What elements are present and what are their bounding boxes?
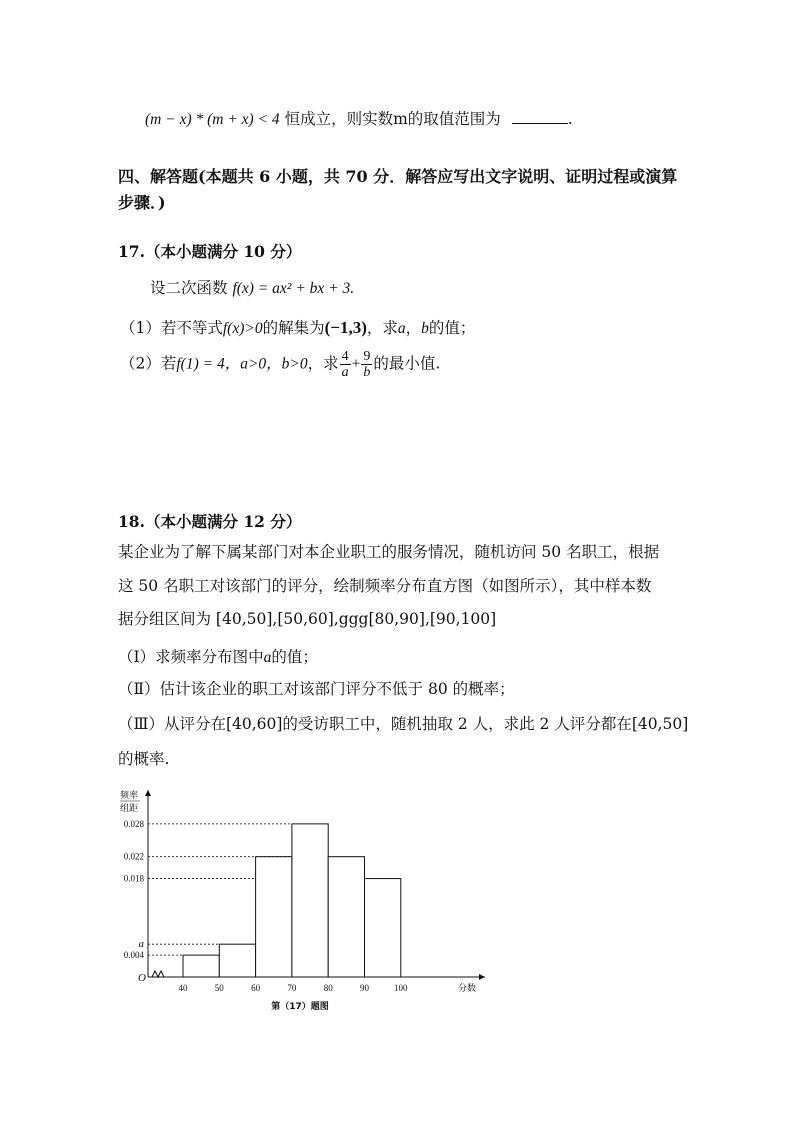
q18-part3: （Ⅲ）从评分在[40,60]的受访职工中，随机抽取 2 人，求此 2 人评分都在[40,50] [118,715,689,733]
histogram-bar [365,879,401,977]
fraction-4-over-a: $\frac{4}{a}$ [341,349,349,380]
q17-p1-text2: 的解集为 [262,319,325,337]
q18-part3-end: 的概率. [118,750,170,768]
y-tick-label: 0.018 [123,873,144,884]
q18-part1-text2: 的值； [271,648,318,666]
q17-part2 [120,349,440,380]
q18-line2: 这 50 名职工对该部门的评分，绘制频率分布直方图（如图所示），其中样本数 [118,577,652,595]
axis-break [152,971,164,977]
chart-bars [183,824,401,977]
answer-blank[interactable] [512,109,568,124]
y-tick-label: a [138,938,144,951]
x-axis-label: 分数 [458,984,477,994]
q17-function: f(x) = ax² + bx + 3. [232,280,355,297]
q17-p1-text3: ，求 [366,319,398,337]
q18-line3: 据分组区间为 [40,50],[50,60],ggg[80,90],[90,100] [118,610,497,628]
histogram-bar [183,955,219,977]
frequency-histogram [110,782,510,1017]
q18-header: 18.（本小题满分 12 分） [118,512,302,531]
q17-p1-text4: 的值； [428,319,476,337]
histogram-bar [292,824,328,977]
q17-p1-var-a: a [397,320,406,337]
histogram-bar [219,944,255,977]
q18-part1 [118,645,318,667]
q18-part1-text: （Ⅰ）求频率分布图中 [118,648,264,666]
plus-sign: + [351,355,361,373]
q17-intro-text: 设二次函数 [150,279,228,297]
q17-part1 [120,316,475,338]
y-label-bottom: 组距 [120,804,139,814]
x-tick-label: 70 [287,983,297,993]
q16-text: 恒成立，则实数m的取值范围为 [284,110,501,128]
q17-header: 17.（本小题满分 10 分） [118,242,302,261]
q17-intro [150,276,354,298]
origin-label: O [138,972,146,984]
q17-p2-conditions: f(1) = 4，a>0，b>0 [176,355,308,373]
q17-p2-text2: ，求 [307,354,339,373]
y-tick-label: 0.004 [123,950,144,961]
q17-p2-text3: 的最小值. [373,354,441,373]
x-tick-label: 100 [394,983,408,993]
q16-tail [145,107,573,129]
section-heading: 四、解答题(本题共 6 小题，共 70 分．解答应写出文字说明、证明过程或演算 [118,167,678,186]
x-tick-label: 40 [178,983,188,993]
q17-p1-comma: ， [405,319,422,337]
y-tick-label: 0.028 [123,818,144,829]
section-heading-cont: 步骤．) [118,193,166,212]
q16-end: . [567,110,573,128]
figure-caption: 第（17）题图 [271,1002,329,1012]
q17-p1-interval: (−1,3) [324,318,367,337]
y-label-top: 频率 [120,791,139,801]
q17-p1-text: （1）若不等式 [120,319,223,337]
x-tick-label: 90 [360,983,369,993]
q18-part1-var: a [263,649,272,666]
x-tick-label: 50 [214,983,224,993]
q18-line1: 某企业为了解下属某部门对本企业职工的服务情况，随机访问 50 名职工，根据 [118,543,660,561]
x-tick-label: 80 [323,983,333,993]
q17-p1-inequality: f(x)>0 [222,320,263,337]
fraction-9-over-b: $\frac{9}{b}$ [363,349,371,380]
y-tick-label: 0.022 [123,851,144,862]
histogram-bar [328,857,364,977]
q17-p1-var-b: b [421,320,429,337]
q16-inequality: (m − x) * (m + x) < 4 [145,111,280,128]
x-tick-label: 60 [251,983,261,993]
histogram-bar [256,857,292,977]
q18-part2: （Ⅱ）估计该企业的职工对该部门评分不低于 80 的概率； [118,680,515,698]
q17-p2-text: （2）若 [120,354,177,373]
